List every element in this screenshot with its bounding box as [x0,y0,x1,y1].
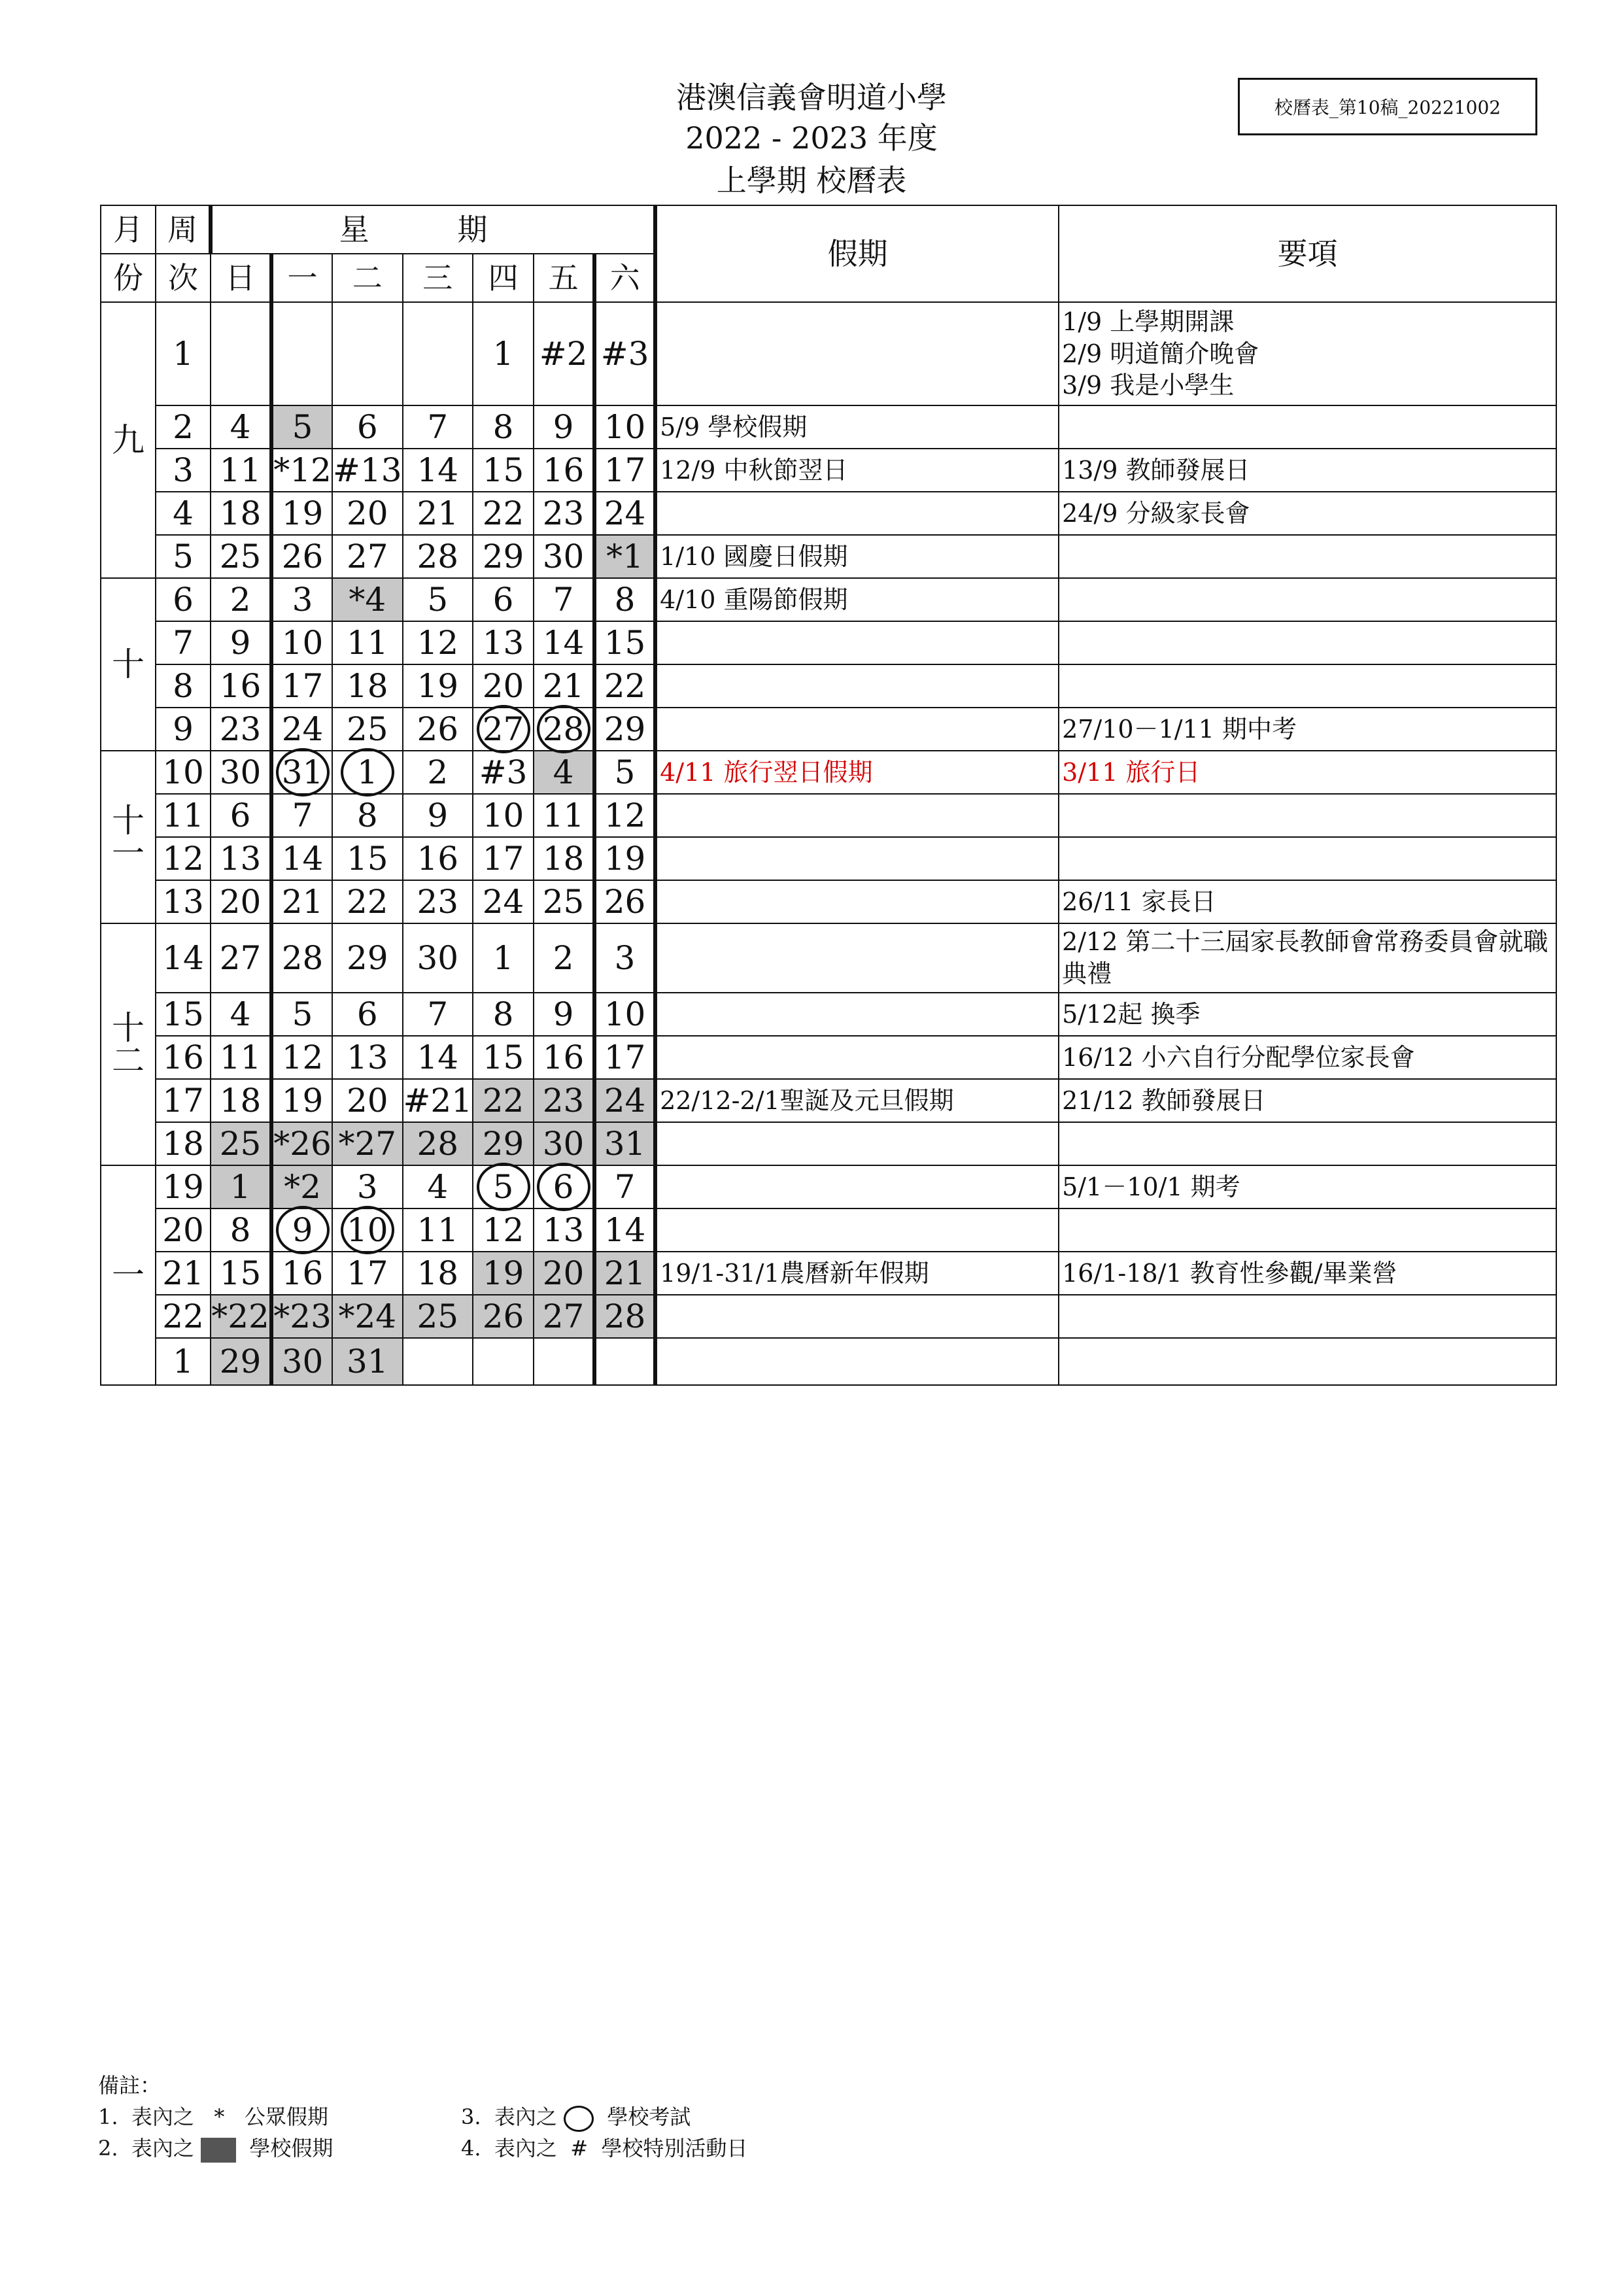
day-cell: 5 [594,751,655,794]
event-cell: 5/12起 換季 [1059,993,1556,1036]
week-number: 12 [156,837,211,880]
day-cell: 11 [211,449,271,492]
holiday-cell: 4/11 旅行翌日假期 [655,751,1059,794]
day-cell: *23 [271,1295,332,1338]
note-public-holiday: 1. 表內之 * 公眾假期 [98,2104,328,2129]
event-cell [1059,1122,1556,1165]
day-cell: 13 [211,837,271,880]
day-cell: #2 [534,302,594,405]
day-cell [403,302,473,405]
day-cell: 20 [473,664,534,708]
week-number: 11 [156,794,211,837]
day-cell: 22 [594,664,655,708]
day-cell: #3 [473,751,534,794]
note-exam: 3. 表內之 學校考試 [461,2100,691,2133]
holiday-cell [655,1165,1059,1208]
day-cell [332,1208,403,1252]
day-cell: 20 [332,1079,403,1122]
day-cell [534,1165,594,1208]
event-cell [1059,664,1556,708]
day-cell: 8 [473,993,534,1036]
day-cell: 31 [594,1122,655,1165]
day-cell: 10 [594,993,655,1036]
day-cell: 29 [211,1338,271,1385]
week-number: 10 [156,751,211,794]
day-cell [271,302,332,405]
day-cell: 22 [473,492,534,535]
week-number: 4 [156,492,211,535]
weekday-group-header: 星 期 [211,205,655,254]
exam-day-circle: 9 [276,1206,330,1254]
day-cell: 18 [211,1079,271,1122]
day-cell: 6 [211,794,271,837]
day-cell: 18 [211,492,271,535]
day-cell: 21 [271,880,332,923]
day-cell: 29 [473,535,534,578]
event-cell [1059,1295,1556,1338]
holiday-cell [655,794,1059,837]
week-number: 6 [156,578,211,621]
version-box: 校曆表_第10稿_20221002 [1238,78,1537,135]
school-year: 2022 - 2023 年度 [685,120,938,156]
day-cell: 11 [211,1036,271,1079]
event-cell [1059,621,1556,664]
week-number: 14 [156,923,211,993]
day-cell: 20 [534,1252,594,1295]
day-cell: 20 [332,492,403,535]
day-cell: 8 [594,578,655,621]
week-number: 19 [156,1165,211,1208]
week-number: 22 [156,1295,211,1338]
day-cell: 3 [271,578,332,621]
day-cell: 16 [211,664,271,708]
month-label: 九 [101,302,156,578]
day-cell: 24 [271,708,332,751]
day-cell: #3 [594,302,655,405]
day-cell: 25 [211,535,271,578]
week-header-bottom: 次 [156,254,211,302]
event-cell: 2/12 第二十三屆家長教師會常務委員會就職典禮 [1059,923,1556,993]
table-row [101,302,1556,405]
day-cell: 23 [534,492,594,535]
day-cell: 14 [271,837,332,880]
table-row [101,405,1556,449]
day-cell: 19 [271,1079,332,1122]
day-cell: 13 [332,1036,403,1079]
day-cell [534,708,594,751]
day-cell: 26 [403,708,473,751]
day-cell: *4 [332,578,403,621]
day-cell: 9 [534,405,594,449]
holiday-cell [655,492,1059,535]
day-cell: 25 [403,1295,473,1338]
day-cell: 11 [332,621,403,664]
day-cell: *12 [271,449,332,492]
day-cell: 12 [473,1208,534,1252]
day-cell: 30 [534,535,594,578]
day-cell: 15 [211,1252,271,1295]
holiday-cell [655,302,1059,405]
day-cell: *26 [271,1122,332,1165]
day-cell: 4 [211,993,271,1036]
day-cell [332,302,403,405]
day-cell [534,1338,594,1385]
day-cell: 1 [473,923,534,993]
day-cell: 20 [211,880,271,923]
day-cell: 25 [534,880,594,923]
table-row [101,621,1556,664]
day-cell: 10 [594,405,655,449]
day-cell: 30 [403,923,473,993]
day-cell: 19 [271,492,332,535]
month-header-bottom: 份 [101,254,156,302]
day-cell: 9 [403,794,473,837]
day-cell: 9 [534,993,594,1036]
day-cell: 24 [473,880,534,923]
month-label: 十 二 [101,923,156,1165]
table-row [101,1208,1556,1252]
school-name: 港澳信義會明道小學 [676,80,947,115]
table-row [101,1295,1556,1338]
day-cell: 7 [403,405,473,449]
table-row [101,1165,1556,1208]
month-label: 十 [101,578,156,751]
day-cell [473,708,534,751]
day-cell: 19 [403,664,473,708]
day-cell [211,302,271,405]
calendar-title: 上學期 校曆表 [716,163,907,198]
day-cell: 13 [473,621,534,664]
day-cell: 10 [271,621,332,664]
day-cell [271,1208,332,1252]
day-cell: 30 [211,751,271,794]
day-cell: 26 [473,1295,534,1338]
day-cell: 22 [473,1079,534,1122]
exam-day-circle: 1 [341,748,394,797]
weekday-header: 二 [332,254,403,302]
day-cell: 23 [403,880,473,923]
week-number: 3 [156,449,211,492]
exam-day-circle: 27 [477,705,530,753]
day-cell: 27 [211,923,271,993]
day-cell: 26 [271,535,332,578]
day-cell: 16 [403,837,473,880]
day-cell: 16 [271,1252,332,1295]
table-row [101,880,1556,923]
week-number: 17 [156,1079,211,1122]
day-cell: 4 [403,1165,473,1208]
day-cell: 12 [594,794,655,837]
day-cell: 28 [271,923,332,993]
day-cell: 1 [211,1165,271,1208]
day-cell: 17 [594,449,655,492]
day-cell: 17 [594,1036,655,1079]
holiday-cell [655,837,1059,880]
day-cell: 19 [594,837,655,880]
exam-day-circle: 10 [341,1206,394,1254]
day-cell: 25 [332,708,403,751]
notes-title: 備註： [98,2073,162,2098]
weekday-header: 四 [473,254,534,302]
gray-swatch-icon [201,2138,236,2163]
table-row [101,794,1556,837]
day-cell: 16 [534,449,594,492]
day-cell: 26 [594,880,655,923]
day-cell: 6 [332,405,403,449]
day-cell [473,1165,534,1208]
day-cell: 13 [534,1208,594,1252]
day-cell: 7 [271,794,332,837]
day-cell: 25 [211,1122,271,1165]
day-cell: 14 [534,621,594,664]
day-cell: 29 [473,1122,534,1165]
holiday-cell [655,1036,1059,1079]
day-cell: 5 [271,405,332,449]
event-cell: 16/1-18/1 教育性參觀/畢業營 [1059,1252,1556,1295]
school-calendar-table [100,205,1557,1386]
week-number: 15 [156,993,211,1036]
day-cell: 2 [403,751,473,794]
holiday-cell [655,1208,1059,1252]
table-row [101,449,1556,492]
day-cell: 14 [594,1208,655,1252]
week-number: 21 [156,1252,211,1295]
table-row [101,664,1556,708]
table-row [101,1079,1556,1122]
day-cell: 28 [594,1295,655,1338]
event-cell: 16/12 小六自行分配學位家長會 [1059,1036,1556,1079]
day-cell [473,1338,534,1385]
day-cell: *22 [211,1295,271,1338]
day-cell [271,751,332,794]
day-cell: 18 [403,1252,473,1295]
day-cell [332,751,403,794]
holidays-header: 假期 [655,205,1059,302]
table-row [101,1122,1556,1165]
table-row [101,578,1556,621]
weekday-header: 六 [594,254,655,302]
day-cell: *24 [332,1295,403,1338]
day-cell: 9 [211,621,271,664]
week-number: 7 [156,621,211,664]
day-cell: 11 [403,1208,473,1252]
week-number: 5 [156,535,211,578]
holiday-cell: 19/1-31/1農曆新年假期 [655,1252,1059,1295]
holiday-cell: 5/9 學校假期 [655,405,1059,449]
event-cell [1059,837,1556,880]
day-cell: 27 [332,535,403,578]
day-cell: 17 [473,837,534,880]
holiday-cell: 4/10 重陽節假期 [655,578,1059,621]
table-row [101,923,1556,993]
day-cell: 29 [332,923,403,993]
day-cell: 5 [403,578,473,621]
table-row [101,1252,1556,1295]
holiday-cell [655,880,1059,923]
holiday-cell [655,1295,1059,1338]
day-cell: 18 [332,664,403,708]
day-cell: 14 [403,1036,473,1079]
week-number: 1 [156,302,211,405]
table-row [101,535,1556,578]
event-cell: 3/11 旅行日 [1059,751,1556,794]
week-number: 13 [156,880,211,923]
holiday-cell: 12/9 中秋節翌日 [655,449,1059,492]
day-cell: 7 [403,993,473,1036]
event-cell [1059,405,1556,449]
day-cell: 17 [271,664,332,708]
event-cell: 27/10－1/11 期中考 [1059,708,1556,751]
event-cell: 1/9 上學期開課 2/9 明道簡介晚會 3/9 我是小學生 [1059,302,1556,405]
week-number: 8 [156,664,211,708]
event-cell [1059,1208,1556,1252]
day-cell: 21 [403,492,473,535]
day-cell: 6 [473,578,534,621]
note-special-day: 4. 表內之 # 學校特別活動日 [461,2136,748,2161]
table-row [101,837,1556,880]
weekday-header: 五 [534,254,594,302]
week-number: 2 [156,405,211,449]
day-cell: 23 [534,1079,594,1122]
holiday-cell [655,993,1059,1036]
note-school-holiday: 2. 表內之 學校假期 [98,2132,333,2165]
day-cell: 6 [332,993,403,1036]
day-cell: 10 [473,794,534,837]
event-cell [1059,535,1556,578]
day-cell: 21 [534,664,594,708]
holiday-cell [655,1338,1059,1385]
day-cell: 24 [594,492,655,535]
day-cell: 30 [271,1338,332,1385]
day-cell: 8 [332,794,403,837]
event-cell: 24/9 分級家長會 [1059,492,1556,535]
event-cell [1059,1338,1556,1385]
day-cell: 3 [594,923,655,993]
weekday-header: 日 [211,254,271,302]
day-cell: 8 [473,405,534,449]
month-label: 一 [101,1165,156,1385]
exam-day-circle: 28 [537,705,590,753]
table-row [101,492,1556,535]
event-cell: 5/1－10/1 期考 [1059,1165,1556,1208]
day-cell: 15 [473,449,534,492]
event-cell: 21/12 教師發展日 [1059,1079,1556,1122]
week-number: 9 [156,708,211,751]
day-cell: 7 [594,1165,655,1208]
day-cell: *1 [594,535,655,578]
day-cell: 31 [332,1338,403,1385]
holiday-cell [655,664,1059,708]
day-cell: 19 [473,1252,534,1295]
holiday-cell [655,621,1059,664]
day-cell: 15 [332,837,403,880]
day-cell: 3 [332,1165,403,1208]
day-cell: 12 [271,1036,332,1079]
event-cell [1059,794,1556,837]
day-cell: 16 [534,1036,594,1079]
day-cell: 15 [594,621,655,664]
month-header-top: 月 [101,205,156,254]
day-cell: 8 [211,1208,271,1252]
table-row [101,993,1556,1036]
event-cell [1059,578,1556,621]
day-cell: 28 [403,1122,473,1165]
day-cell: 29 [594,708,655,751]
week-number: 20 [156,1208,211,1252]
week-header-top: 周 [156,205,211,254]
day-cell: #13 [332,449,403,492]
day-cell: 22 [332,880,403,923]
table-row [101,751,1556,794]
events-header: 要項 [1059,205,1556,302]
day-cell: 18 [534,837,594,880]
day-cell: 2 [211,578,271,621]
day-cell: 4 [534,751,594,794]
week-number: 18 [156,1122,211,1165]
day-cell: 12 [403,621,473,664]
holiday-cell [655,923,1059,993]
day-cell: 7 [534,578,594,621]
weekday-header: 三 [403,254,473,302]
table-row [101,1036,1556,1079]
day-cell: *27 [332,1122,403,1165]
weekday-header: 一 [271,254,332,302]
month-label: 十 一 [101,751,156,923]
exam-day-circle: 5 [477,1163,530,1211]
day-cell: 2 [534,923,594,993]
day-cell: 23 [211,708,271,751]
day-cell: 24 [594,1079,655,1122]
day-cell: #21 [403,1079,473,1122]
day-cell: 21 [594,1252,655,1295]
week-number: 16 [156,1036,211,1079]
day-cell: 5 [271,993,332,1036]
day-cell: 1 [473,302,534,405]
holiday-cell [655,1122,1059,1165]
circle-icon [564,2106,594,2132]
exam-day-circle: 6 [537,1163,590,1211]
day-cell: 4 [211,405,271,449]
day-cell [403,1338,473,1385]
day-cell: 28 [403,535,473,578]
day-cell: 30 [534,1122,594,1165]
holiday-cell: 1/10 國慶日假期 [655,535,1059,578]
table-row [101,1338,1556,1385]
holiday-cell: 22/12-2/1聖誕及元旦假期 [655,1079,1059,1122]
table-row [101,708,1556,751]
day-cell: 11 [534,794,594,837]
day-cell: 17 [332,1252,403,1295]
day-cell [594,1338,655,1385]
day-cell: *2 [271,1165,332,1208]
holiday-cell [655,708,1059,751]
exam-day-circle: 31 [276,748,330,797]
day-cell: 15 [473,1036,534,1079]
day-cell: 14 [403,449,473,492]
week-number: 1 [156,1338,211,1385]
day-cell: 27 [534,1295,594,1338]
event-cell: 26/11 家長日 [1059,880,1556,923]
event-cell: 13/9 教師發展日 [1059,449,1556,492]
